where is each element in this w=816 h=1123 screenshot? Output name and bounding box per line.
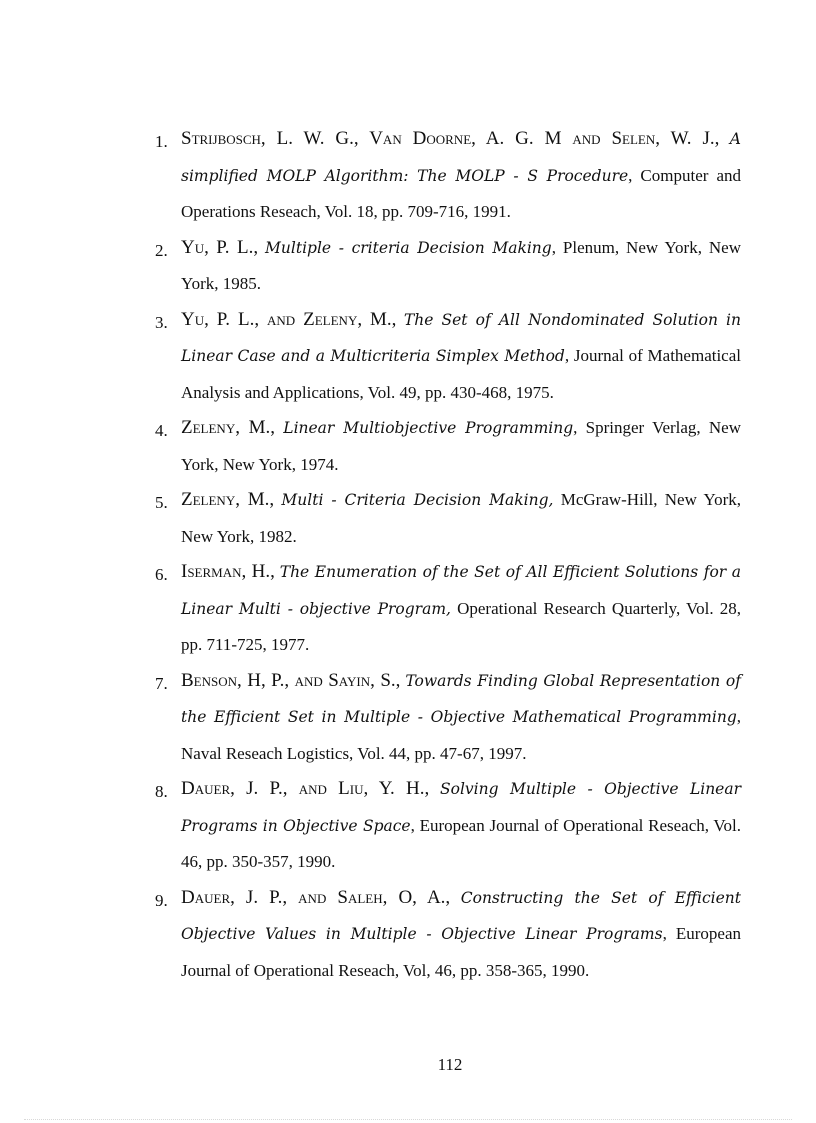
reference-source: , European Journal of Operational Reseach, Vol, 46, pp. 358-365, 1990. xyxy=(181,924,742,980)
reference-source: , European Journal of Operational Reseach, Vol. 46, pp. 350-357, 1990. xyxy=(181,815,741,871)
reference-title: The Enumeration of the Set of All Efficient Solutions for a Linear Multi - objective Program, xyxy=(181,563,742,618)
reference-title: Constructing the Set of Efficient Objective Values in Multiple - Objective Linear Programs xyxy=(181,888,742,943)
reference-source: McGraw-Hill, New York, New York, 1982. xyxy=(181,490,742,546)
reference-source: , Springer Verlag, New York, New York, 1974. xyxy=(181,418,741,474)
reference-list xyxy=(155,121,741,988)
reference-source: , Journal of Mathematical Analysis and Applications, Vol. 49, pp. 430-468, 1975. xyxy=(181,346,741,402)
reference-authors: Iserman, H., xyxy=(181,561,275,582)
reference-authors: Dauer, J. P., and Saleh, O, A., xyxy=(181,886,451,908)
reference-number: 8. xyxy=(155,782,168,801)
reference-item xyxy=(155,663,741,772)
reference-authors: Yu, P. L., xyxy=(181,236,259,258)
reference-authors: Yu, P. L., and Zeleny, M., xyxy=(181,308,397,330)
reference-number: 7. xyxy=(155,673,168,693)
reference-title: The Set of All Nondominated Solution in Linear Case and a Multicriteria Simplex Method xyxy=(181,310,741,365)
reference-title: A simplified MOLP Algorithm: The MOLP - S Procedure xyxy=(181,130,741,185)
reference-authors: Benson, H, P., and Sayin, S., xyxy=(181,669,401,691)
reference-item xyxy=(155,121,741,230)
reference-item xyxy=(155,302,741,411)
reference-item xyxy=(155,554,741,663)
reference-title: Linear Multiobjective Programming xyxy=(283,419,574,437)
reference-source: Operational Research Quarterly, Vol. 28, pp. 711-725, 1977. xyxy=(181,598,741,654)
reference-number: 9. xyxy=(155,890,168,910)
reference-number: 6. xyxy=(155,565,168,584)
page-number: 112 xyxy=(437,1055,463,1074)
reference-title: Solving Multiple - Objective Linear Programs in Objective Space xyxy=(181,780,742,835)
reference-authors: Zeleny, M., xyxy=(181,489,275,510)
reference-title: Multiple - criteria Decision Making xyxy=(265,238,552,257)
reference-number: 2. xyxy=(155,240,168,260)
reference-item xyxy=(155,880,741,989)
reference-number: 1. xyxy=(155,132,168,151)
reference-authors: Strijbosch, L. W. G., Van Doorne, A. G. M and Selen, W. J., xyxy=(181,128,720,149)
reference-item xyxy=(155,771,741,880)
reference-authors: Dauer, J. P., and Liu, Y. H., xyxy=(181,778,430,799)
reference-item xyxy=(155,482,741,554)
reference-authors: Zeleny, M., xyxy=(181,417,276,438)
reference-source: , Computer and Operations Reseach, Vol. 18, pp. 709-716, 1991. xyxy=(181,165,741,221)
reference-source: , Plenum, New York, New York, 1985. xyxy=(181,237,741,293)
reference-item xyxy=(155,230,741,302)
reference-number: 4. xyxy=(155,421,168,440)
reference-number: 3. xyxy=(155,312,168,332)
reference-item xyxy=(155,410,741,482)
reference-title: Towards Finding Global Representation of the Efficient Set in Multiple - Objective Mathematical Programming xyxy=(181,671,741,726)
reference-source: , Naval Reseach Logistics, Vol. 44, pp. 47-67, 1997. xyxy=(181,707,741,763)
page-bottom-divider xyxy=(24,1119,792,1120)
reference-number: 5. xyxy=(155,493,168,512)
reference-title: Multi - Criteria Decision Making, xyxy=(281,491,554,509)
